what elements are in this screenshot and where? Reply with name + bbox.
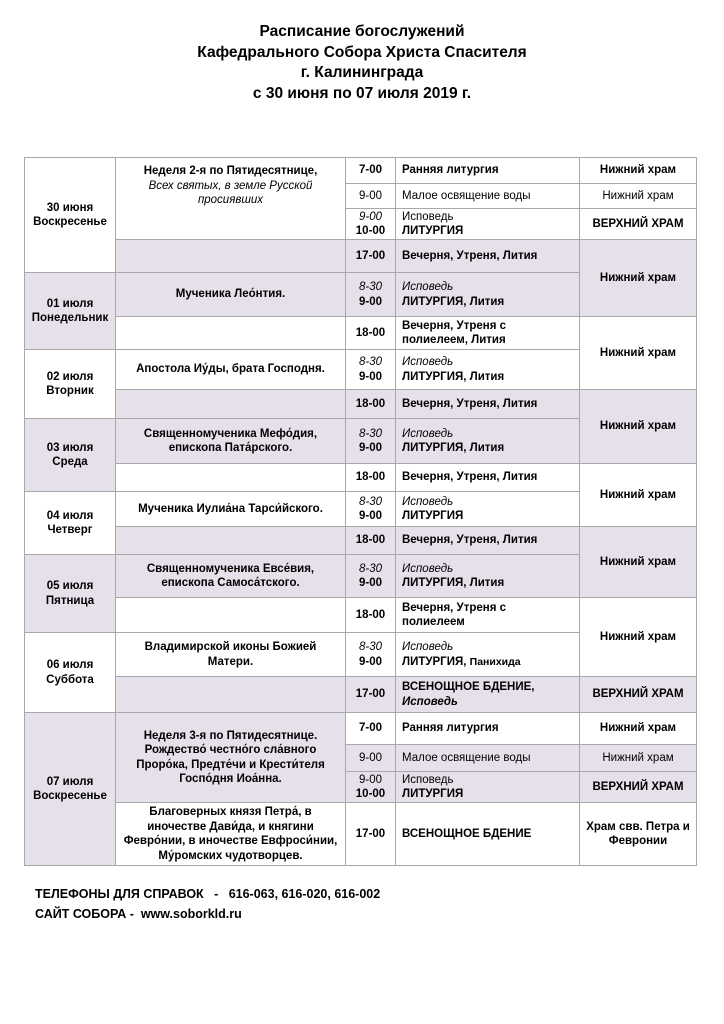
time-value: 8-30 [358,641,383,653]
time-value: 7-00 [358,164,383,177]
title-line-3: г. Калининграда [300,64,424,81]
feast-title: Владимирской иконы Божией [144,641,317,653]
time-value: 17-00 [355,827,386,840]
time-cell [346,184,396,209]
place-name: Храм свв. Петра и [586,820,690,833]
service-cell [396,350,580,390]
day-date: 07 июля [46,775,94,788]
feast-empty-cell [116,464,346,492]
service-cell [396,527,580,555]
service-name: Вечерня, Утреня с [402,319,507,332]
place-name: ВЕРХНИЙ ХРАМ [592,688,684,701]
time-value: 8-30 [358,427,383,440]
day-cell [24,350,116,419]
feast-title: Рождество́ честно́го сла́вного [144,744,317,756]
service-name: ЛИТУРГИЯ [402,788,464,800]
day-weekday: Пятница [45,594,95,607]
feast-title: Февро́нии, в иночестве Евфроси́нии, [123,835,338,847]
feast-subtitle: Всех святых, в земле Русской просиявших [148,179,313,206]
feast-cell [116,273,346,317]
day-date: 02 июля [46,370,94,383]
time-value: 18-00 [355,608,386,621]
time-cell [346,390,396,419]
day-weekday: Вторник [46,385,94,397]
service-cell [396,745,580,772]
place-cell [580,464,697,527]
service-name: Ранняя литургия [402,722,499,735]
feast-title: епископа Самоса́тского. [161,577,300,589]
time-cell [346,209,396,240]
service-cell [396,713,580,745]
feast-cell [116,555,346,598]
place-name: Нижний храм [599,630,677,643]
time-value: 8-30 [358,562,383,575]
time-cell [346,713,396,745]
title-line-1: Расписание богослужений [259,23,465,40]
feast-empty-cell [116,390,346,419]
service-name: полиелеем [402,616,465,628]
feast-title: Матери. [207,655,254,668]
service-name: ЛИТУРГИЯ [402,225,464,237]
service-name: Вечерня, Утреня, Лития [402,249,538,262]
feast-title: Апостола Иу́ды, брата Господня. [136,363,325,376]
service-name: Исповедь [402,641,454,653]
feast-cell [116,419,346,464]
service-name: ВСЕНОЩНОЕ БДЕНИЕ [402,827,532,840]
service-name: ЛИТУРГИЯ, Лития [402,295,505,308]
place-name: Нижний храм [599,420,677,433]
service-cell [396,390,580,419]
service-name: Вечерня, Утреня с [402,601,507,614]
page-title [0,22,724,104]
feast-title: Священномученика Евсе́вия, [146,562,315,575]
time-value: 9-00 [358,210,383,223]
feast-empty-cell [116,598,346,633]
day-weekday: Четверг [47,524,93,536]
time-value: 18-00 [355,326,386,339]
phones-line: ТЕЛЕФОНЫ ДЛЯ СПРАВОК - 616-063, 616-020, 616-002 [35,887,381,901]
service-cell [396,273,580,317]
service-cell [396,555,580,598]
feast-title: Му́ромских чудотворцев. [158,849,303,862]
time-cell [346,772,396,803]
feast-empty-cell [116,317,346,350]
service-name: Исповедь [402,281,454,293]
day-weekday: Воскресенье [33,216,107,228]
service-cell [396,419,580,464]
place-cell [580,772,697,803]
service-cell [396,464,580,492]
title-line-2: Кафедрального Собора Христа Спасителя [197,43,527,61]
service-cell [396,184,580,209]
service-name: ЛИТУРГИЯ, [402,655,467,668]
time-value: 10-00 [355,788,386,800]
time-value: 17-00 [355,249,386,262]
place-cell [580,240,697,317]
place-cell [580,527,697,598]
service-cell [396,157,580,184]
service-name: ЛИТУРГИЯ [402,510,464,522]
time-cell [346,157,396,184]
feast-title: Мученика Лео́нтия. [175,288,286,301]
feast-title: Неделя 3-я по Пятидесятнице. [143,729,318,742]
time-value: 8-30 [358,495,383,508]
time-value: 9-00 [358,189,383,202]
time-cell [346,419,396,464]
feast-title: иночестве Дави́да, и княгини [147,820,314,833]
service-cell [396,803,580,866]
time-value: 18-00 [355,397,386,410]
place-name: Нижний храм [602,189,674,202]
service-name: ВСЕНОЩНОЕ БДЕНИЕ, [402,681,535,693]
feast-title: Неделя 2-я по Пятидесятнице, [143,165,318,177]
service-name: Исповедь [402,210,454,223]
day-date: 06 июля [46,659,94,671]
day-cell [24,273,116,350]
time-cell [346,633,396,677]
day-weekday: Суббота [46,673,94,686]
place-name: ВЕРХНИЙ ХРАМ [592,780,684,793]
feast-empty-cell [116,527,346,555]
time-value: 9-00 [358,442,383,454]
feast-title: Священномученика Мефо́дия, [143,427,318,440]
service-name: Исповедь [402,695,458,708]
place-cell [580,598,697,677]
time-cell [346,464,396,492]
time-value: 18-00 [355,471,386,484]
feast-title: епископа Пата́рского. [168,442,293,454]
footer [35,884,380,924]
place-cell [580,209,697,240]
feast-title: Мученика Иулиа́на Тарси́йского. [138,502,323,515]
day-date: 30 июня [46,201,94,214]
place-cell [580,317,697,390]
time-value: 9-00 [358,295,383,308]
time-cell [346,317,396,350]
feast-empty-cell [116,677,346,713]
time-cell [346,677,396,713]
place-cell [580,390,697,464]
feast-title: Проро́ка, Предте́чи и Крести́теля [136,758,325,771]
service-name: Малое освящение воды [402,751,531,764]
day-cell [24,492,116,555]
place-cell [580,803,697,866]
place-cell [580,184,697,209]
time-cell [346,555,396,598]
feast-empty-cell [116,240,346,273]
feast-cell [116,803,346,866]
title-line-4: с 30 июня по 07 июля 2019 г. [252,84,472,102]
time-cell [346,350,396,390]
day-cell [24,157,116,273]
time-cell [346,598,396,633]
time-value: 9-00 [358,510,383,522]
day-cell [24,419,116,492]
feast-cell [116,713,346,803]
time-value: 8-30 [358,281,383,293]
service-name: Малое освящение воды [402,189,531,202]
place-name: Нижний храм [599,555,677,568]
time-cell [346,240,396,273]
service-name: Вечерня, Утреня, Лития [402,397,538,410]
place-cell [580,157,697,184]
service-cell [396,240,580,273]
day-weekday: Понедельник [31,312,109,324]
service-name: Ранняя литургия [402,164,499,177]
feast-title: Госпо́дня Иоа́нна. [179,773,282,785]
place-cell [580,677,697,713]
place-cell [580,713,697,745]
time-value: 7-00 [358,722,383,735]
day-weekday: Среда [52,456,88,468]
service-name: Исповедь [402,427,454,440]
feast-cell [116,157,346,240]
place-name: Нижний храм [599,346,677,359]
place-name: Февронии [608,835,668,847]
time-cell [346,492,396,527]
service-name: полиелеем, Лития [402,334,506,346]
service-cell [396,633,580,677]
service-name: ЛИТУРГИЯ, Лития [402,577,505,589]
day-cell [24,555,116,633]
time-value: 9-00 [358,751,383,764]
day-cell [24,633,116,713]
day-weekday: Воскресенье [33,790,107,802]
place-name: Нижний храм [599,271,677,284]
place-cell [580,745,697,772]
day-date: 04 июля [46,509,94,522]
time-value: 18-00 [355,534,386,547]
day-cell [24,713,116,866]
time-cell [346,273,396,317]
service-name: ЛИТУРГИЯ, Лития [402,442,505,454]
place-name: Нижний храм [602,751,674,764]
service-name: Вечерня, Утреня, Лития [402,534,538,547]
day-date: 05 июля [46,580,94,592]
place-name: ВЕРХНИЙ ХРАМ [592,217,684,230]
service-cell [396,598,580,633]
service-name: Вечерня, Утреня, Лития [402,471,538,484]
service-name: Исповедь [402,356,454,368]
time-value: 10-00 [355,225,386,237]
service-name: ЛИТУРГИЯ, Лития [402,370,505,383]
service-name: Исповедь [402,562,454,575]
place-name: Нижний храм [599,722,677,735]
time-value: 8-30 [358,356,383,368]
service-cell [396,492,580,527]
service-name: Исповедь [402,773,454,786]
service-cell [396,317,580,350]
place-name: Нижний храм [599,488,677,501]
service-cell [396,677,580,713]
feast-cell [116,633,346,677]
place-name: Нижний храм [599,164,677,177]
feast-cell [116,492,346,527]
service-cell [396,772,580,803]
day-date: 03 июля [46,441,94,454]
feast-cell [116,350,346,390]
time-value: 9-00 [358,577,383,589]
service-cell [396,209,580,240]
feast-title: Благоверных князя Петра́, в [149,806,312,818]
time-cell [346,745,396,772]
service-name: Панихида [469,655,521,668]
time-cell [346,803,396,866]
time-value: 17-00 [355,688,386,701]
site-line: САЙТ СОБОРА - www.soborkld.ru [35,907,242,921]
service-name: Исповедь [402,495,454,508]
time-value: 9-00 [358,370,383,383]
time-value: 9-00 [358,773,383,786]
time-cell [346,527,396,555]
time-value: 9-00 [358,655,383,668]
day-date: 01 июля [46,297,94,310]
